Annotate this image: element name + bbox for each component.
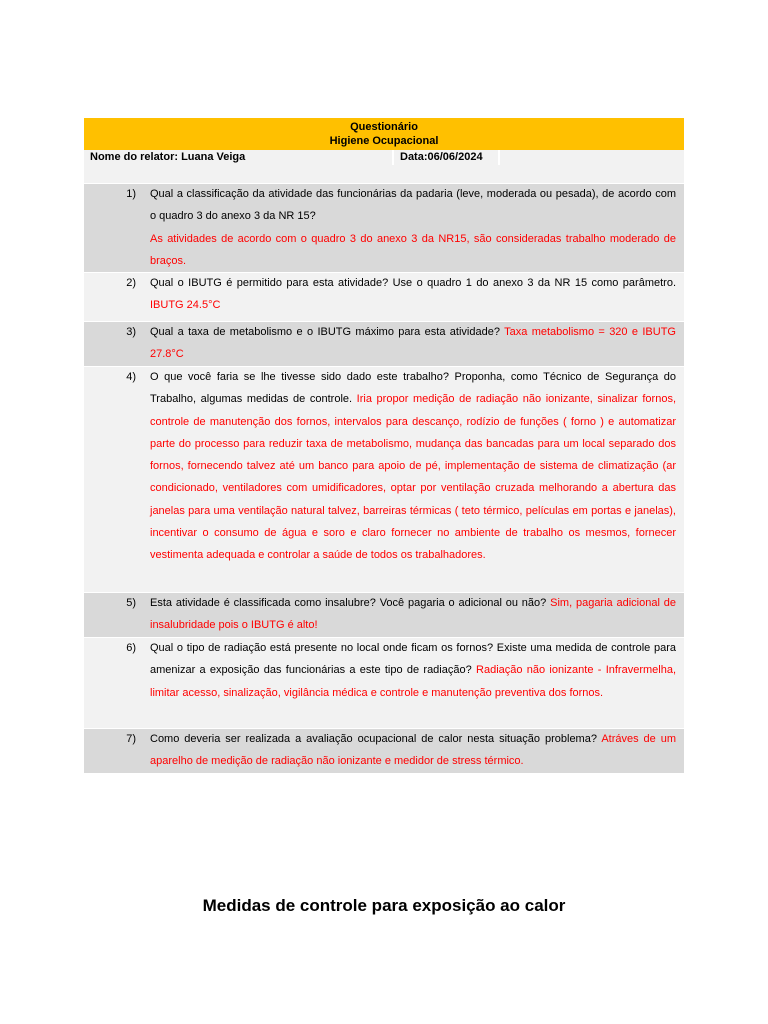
question-row-7: [84, 729, 684, 773]
question-row-1: [84, 184, 684, 272]
reporter-name: Nome do relator: Luana Veiga: [84, 150, 392, 165]
questionnaire-table: [84, 118, 684, 773]
question-text: Qual a classificação da atividade das funcionárias da padaria (leve, moderada ou pesada), de acordo com o quadro 3 do anexo 3 da NR 15?: [150, 188, 676, 223]
question-row-3: [84, 322, 684, 366]
header-title: Questionário: [350, 121, 418, 133]
question-row-2: [84, 273, 684, 321]
question-row-6: [84, 638, 684, 728]
table-header: [84, 118, 684, 150]
section-heading: Medidas de controle para exposição ao calor: [202, 896, 566, 915]
answer-text: IBUTG 24.5°C: [150, 299, 221, 312]
header-subtitle: Higiene Ocupacional: [329, 135, 439, 147]
question-number: 2): [126, 277, 136, 289]
question-number: 6): [126, 642, 136, 654]
question-number: 1): [126, 188, 136, 200]
question-text: Qual o IBUTG é permitido para esta atividade? Use o quadro 1 do anexo 3 da NR 15 como parâmetro.: [150, 277, 676, 289]
question-number: 3): [126, 326, 136, 338]
question-number: 7): [126, 733, 136, 745]
question-row-4: [84, 367, 684, 592]
report-date: Data:06/06/2024: [394, 150, 498, 165]
answer-text: As atividades de acordo com o quadro 3 do anexo 3 da NR15, são consideradas trabalho moderado de braços.: [150, 232, 676, 267]
answer-text: Taxa metabolismo = 320 e IBUTG 27.8°C: [150, 326, 676, 361]
meta-empty-cell: [500, 150, 684, 165]
question-text: Esta atividade é classificada como insalubre? Você pagaria o adicional ou não?: [150, 597, 547, 609]
answer-text: Radiação não ionizante - Infravermelha, limitar acesso, sinalização, vigilância médica e controle e manutenção preventiva dos fornos.: [150, 664, 676, 699]
meta-row: [84, 150, 684, 165]
question-row-5: [84, 593, 684, 637]
question-text: O que você faria se lhe tivesse sido dado este trabalho? Proponha, como Técnico de Segurança do Trabalho, algumas medidas de controle.: [150, 371, 676, 406]
question-text: Qual a taxa de metabolismo e o IBUTG máximo para esta atividade?: [150, 326, 500, 338]
question-text: Qual o tipo de radiação está presente no local onde ficam os fornos? Existe uma medida de controle para amenizar a exposição das funcionárias a este tipo de radiação?: [150, 642, 676, 677]
answer-text: Iria propor medição de radiação não ionizante, sinalizar fornos, controle de manutenção dos fornos, intervalos para descanço, rodízio de funções ( forno ) e automatizar parte do processo para reduzir taxa de metabolismo, mudança das bancadas para um local separado dos fornos, fornecendo talvez até um banco para apoio de pé, implementação de sistema de climatização (ar condicionado, ventiladores com umidificadores, optar por ventilação cruzada melhorando a abertura das janelas para uma ventilação natural talvez, barreiras térmicas ( teto térmico, películas em portas e janelas), incentivar o consumo de água e soro e claro fornecer no ambiente de trabalho os mesmos, fornecer vestimenta adequada e controlar a saúde de todos os trabalhadores.: [150, 393, 676, 562]
question-number: 5): [126, 597, 136, 609]
answer-text: Sim, pagaria adicional de insalubridade pois o IBUTG é alto!: [150, 597, 676, 632]
spacer-row: [84, 165, 684, 183]
question-text: Como deveria ser realizada a avaliação ocupacional de calor nesta situação problema?: [150, 733, 597, 745]
question-number: 4): [126, 371, 136, 383]
answer-text: Atráves de um aparelho de medição de radiação não ionizante e medidor de stress térmico.: [150, 733, 677, 768]
